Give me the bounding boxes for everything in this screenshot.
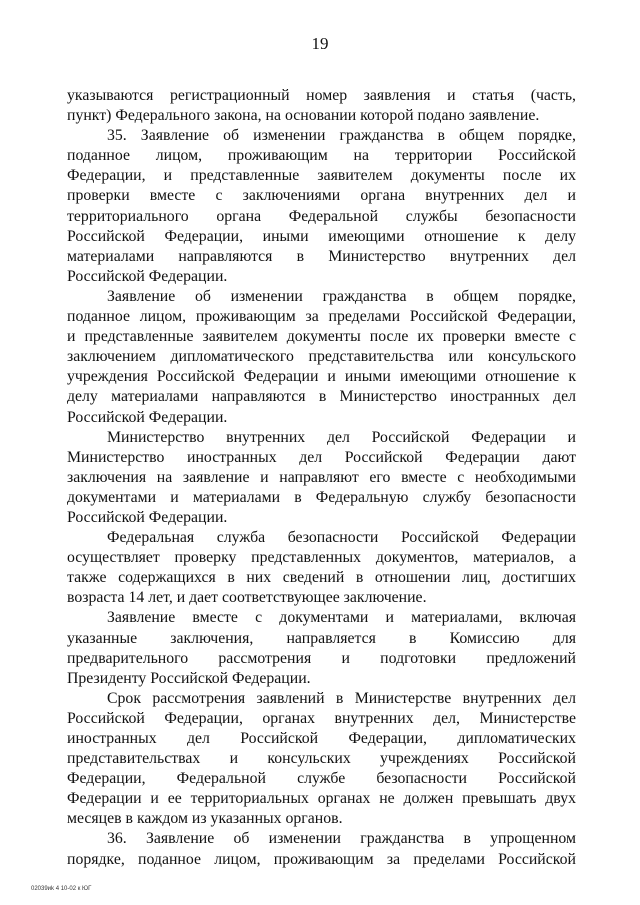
text-line: поданное лицом, проживающим за пределами Российской Федерации,	[67, 308, 576, 326]
paragraph-commission	[67, 608, 576, 688]
text-line: территориального органа Федеральной службы безопасности	[67, 207, 576, 225]
text-line: проверки вместе с заключениями органа внутренних дел и	[67, 187, 576, 205]
text-line: указанные заключения, направляется в Комиссию для	[67, 629, 576, 647]
text-line: Российской Федерации, органах внутренних дел, Министерстве	[67, 709, 576, 727]
text-line: Федерации и ее территориальных органах не должен превышать двух	[67, 790, 576, 808]
text-line: и представленные заявителем документы после их проверки вместе с	[67, 328, 576, 346]
text-line: Российской Федерации.	[67, 408, 228, 426]
text-line: заключения на заявление и направляют его вместе с необходимыми	[67, 468, 576, 486]
paragraph-abroad	[67, 287, 576, 428]
text-line: иностранных дел Российской Федерации, дипломатических	[67, 730, 576, 747]
text-line: предварительного рассмотрения и подготовки предложений	[67, 649, 576, 667]
text-line: Российской Федерации.	[67, 508, 228, 526]
text-line: Федерации, Федеральной службе безопасности Российской	[67, 770, 576, 788]
document-body	[67, 86, 576, 870]
text-line: возраста 14 лет, и дает соответствующее заключение.	[67, 589, 427, 607]
text-line: Президенту Российской Федерации.	[67, 669, 311, 687]
text-line: Федеральная служба безопасности Российской Федерации	[107, 529, 576, 547]
paragraph-ministries	[67, 428, 576, 528]
text-line: указываются регистрационный номер заявления и статья (часть,	[67, 87, 576, 104]
text-line: Министерство внутренних дел Российской Федерации и	[107, 428, 576, 446]
text-line: также содержащихся в них сведений в отношении лиц, достигших	[67, 569, 576, 587]
text-line: Федерации, и представленные заявителем документы после их	[67, 167, 576, 185]
text-line: учреждения Российской Федерации и иными имеющими отношение к	[67, 368, 576, 386]
text-line: месяцев в каждом из указанных органов.	[67, 810, 343, 828]
text-line: осуществляет проверку представленных документов, материалов, а	[67, 549, 576, 567]
text-line: поданное лицом, проживающим на территории Российской	[67, 147, 576, 165]
text-line: 35. Заявление об изменении гражданства в общем порядке,	[107, 127, 576, 145]
paragraph-fsb	[67, 528, 576, 608]
text-line: материалами направляются в Министерство внутренних дел	[67, 247, 576, 265]
text-line: Срок рассмотрения заявлений в Министерстве внутренних дел	[107, 689, 576, 707]
paragraph-36	[67, 829, 576, 869]
text-line: Заявление вместе с документами и материалами, включая	[107, 609, 576, 627]
text-line: делу материалами направляются в Министерство иностранных дел	[67, 388, 576, 406]
text-line: документами и материалами в Федеральную службу безопасности	[67, 488, 576, 506]
text-line: порядке, поданное лицом, проживающим за пределами Российской	[67, 850, 576, 868]
text-line: 36. Заявление об изменении гражданства в упрощенном	[107, 830, 576, 848]
text-line: Заявление об изменении гражданства в общем порядке,	[107, 287, 576, 305]
paragraph-deadline	[67, 689, 576, 830]
text-line: Министерство иностранных дел Российской Федерации дают	[67, 448, 576, 466]
text-line: Российской Федерации.	[67, 267, 228, 285]
paragraph-35	[67, 126, 576, 287]
text-line: представительствах и консульских учреждениях Российской	[67, 750, 576, 768]
page-number: 19	[311, 34, 329, 53]
paragraph-continuation	[67, 86, 576, 126]
text-line: Российской Федерации, иными имеющими отношение к делу	[67, 227, 576, 245]
text-line: пункт) Федерального закона, на основании которой подано заявление.	[67, 107, 540, 125]
footer-code: 02039иk 4 10-02 к ЮГ	[31, 886, 92, 892]
text-line: заключением дипломатического представительства или консульского	[67, 348, 576, 366]
